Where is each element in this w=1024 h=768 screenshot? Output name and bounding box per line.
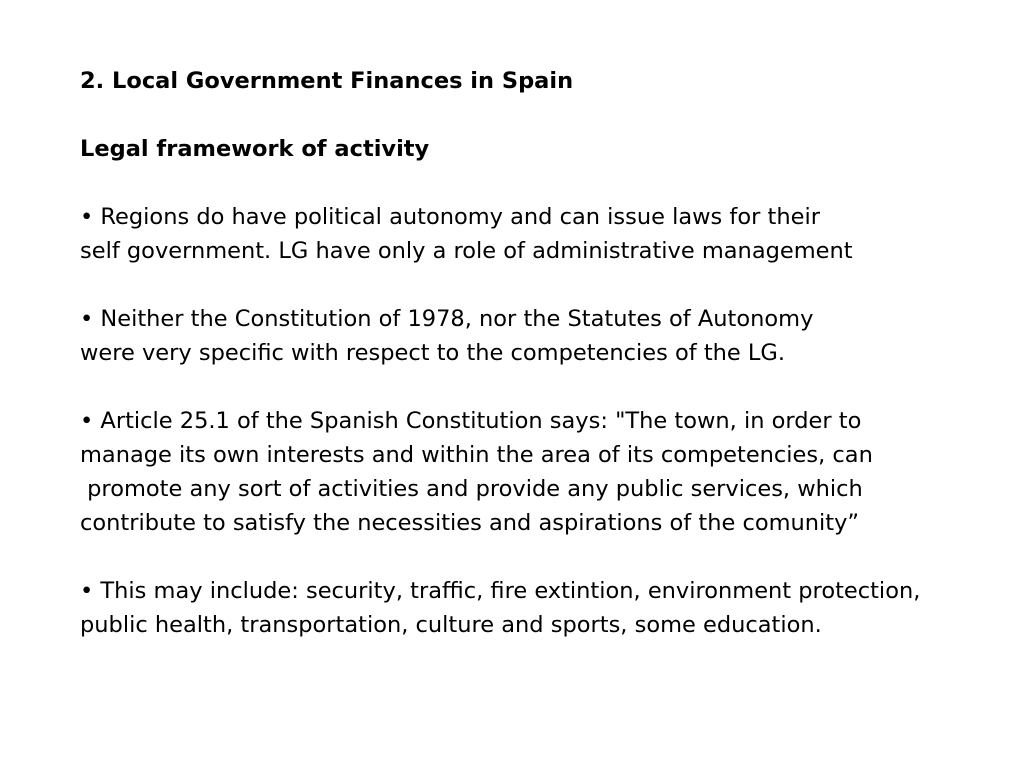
bullet-line: public health, transportation, culture and sports, some education.: [80, 612, 822, 638]
bullet-item-services: [80, 574, 1020, 642]
bullet-line: contribute to satisfy the necessities and aspirations of the comunity”: [80, 510, 860, 536]
bullet-line: were very specific with respect to the competencies of the LG.: [80, 340, 786, 366]
slide-content: [80, 64, 1020, 642]
bullet-item-article: [80, 404, 1020, 540]
bullet-line: manage its own interests and within the area of its competencies, can: [80, 442, 873, 468]
bullet-line: • Article 25.1 of the Spanish Constitution says: "The town, in order to: [80, 408, 862, 434]
slide-subtitle: Legal framework of activity: [80, 136, 430, 162]
bullet-line: self government. LG have only a role of administrative management: [80, 238, 853, 264]
bullet-line: • Neither the Constitution of 1978, nor the Statutes of Autonomy: [80, 306, 814, 332]
bullet-line: promote any sort of activities and provide any public services, which: [80, 476, 863, 502]
bullet-item-constitution: [80, 302, 1020, 370]
spacer: [80, 166, 1020, 200]
bullet-line: • This may include: security, traffic, fire extintion, environment protection,: [80, 578, 921, 604]
bullet-line: • Regions do have political autonomy and can issue laws for their: [80, 204, 820, 230]
bullet-item-regions: [80, 200, 1020, 268]
spacer: [80, 370, 1020, 404]
spacer: [80, 268, 1020, 302]
spacer: [80, 98, 1020, 132]
spacer: [80, 540, 1020, 574]
slide-title: 2. Local Government Finances in Spain: [80, 68, 574, 94]
